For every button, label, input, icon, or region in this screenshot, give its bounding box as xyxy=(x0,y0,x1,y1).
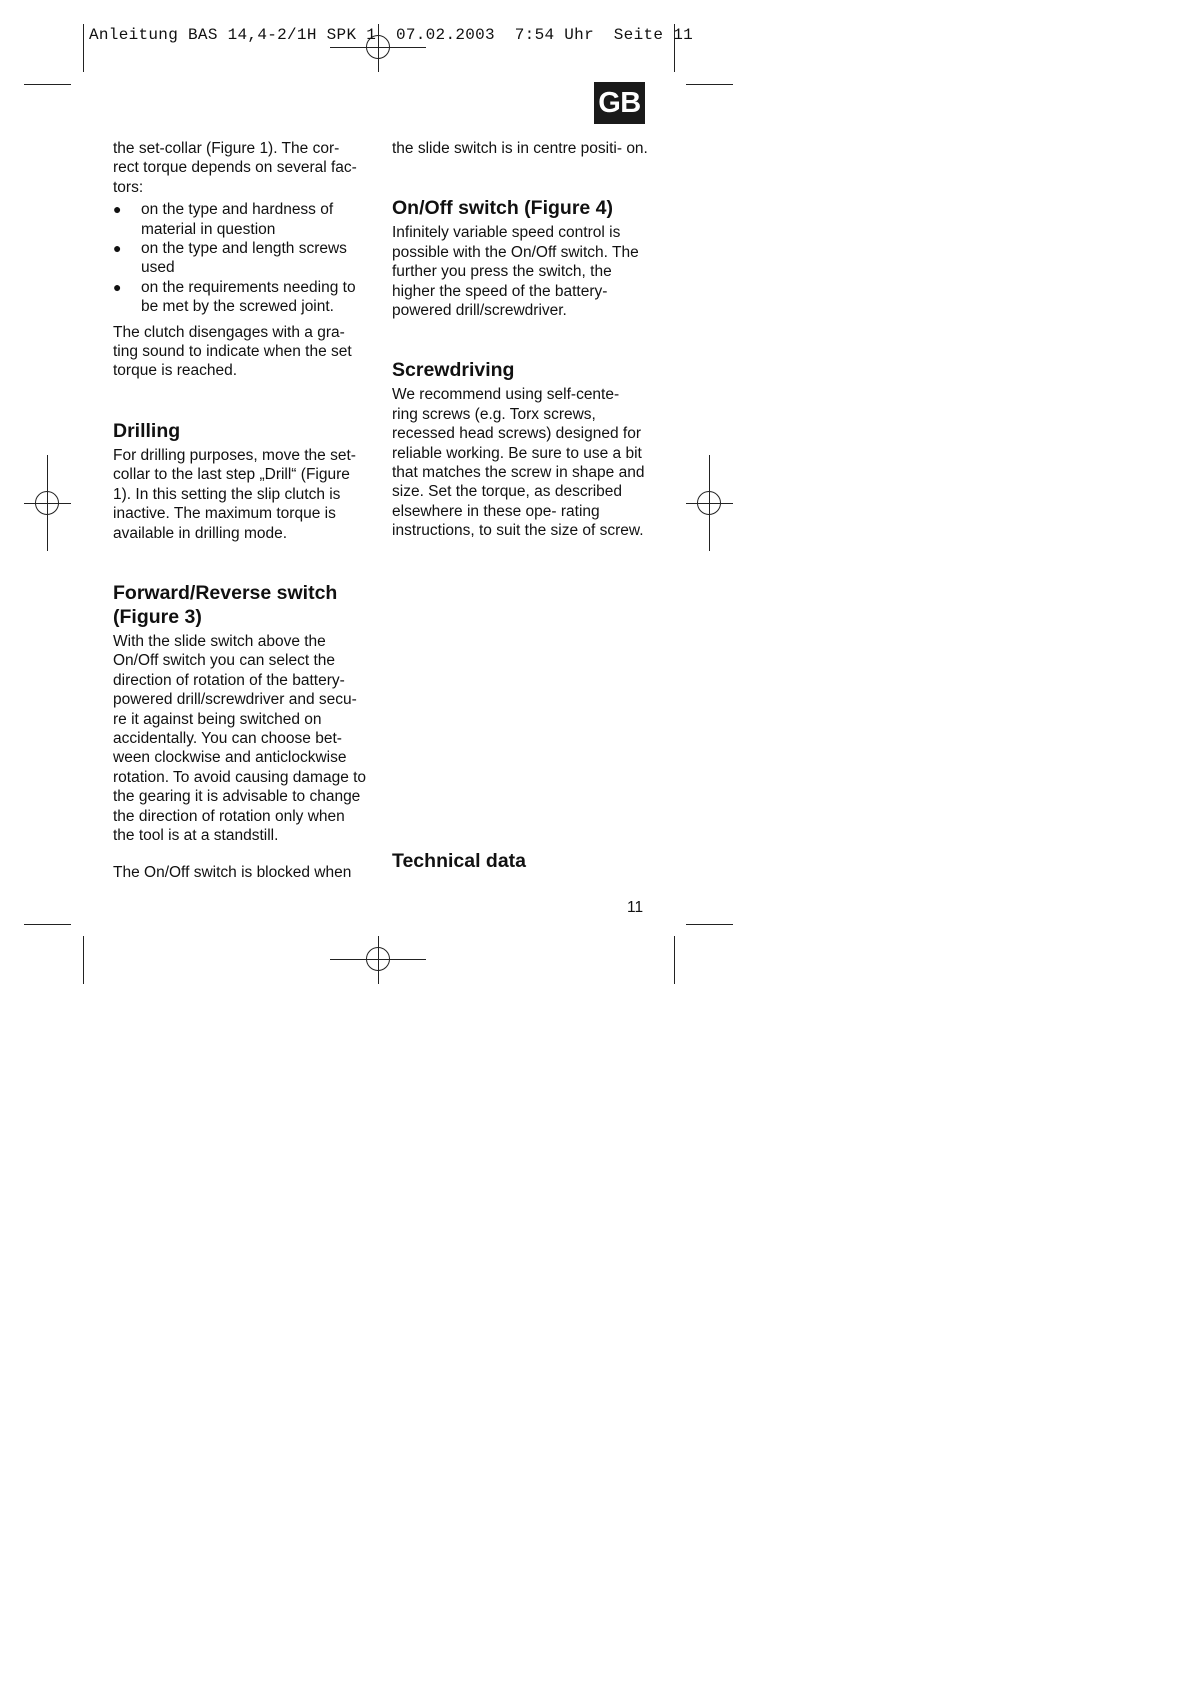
drilling-text: For drilling purposes, move the set- collar to the last step „Drill“ (Figure 1). In this setting the slip clutch is inactive. The maximum torque is available in drilling mode. xyxy=(113,446,356,542)
print-slug-line: Anleitung BAS 14,4-2/1H SPK 1 07.02.2003 7:54 Uhr Seite 11 xyxy=(89,26,693,44)
drilling-heading: Drilling xyxy=(113,419,181,442)
left-column xyxy=(113,139,369,883)
forward-reverse-text: With the slide switch above the On/Off switch you can select the direction of rotation of the battery- powered drill/screwdriver and secu- re it against being switched on accidentally. You can choose bet- ween clockwise and anticlockwise rotation. To avoid causing damage to the gearing it is advisable to change the direction of rotation only when the tool is at a standstill. xyxy=(113,632,367,844)
list-item: ● on the type and hardness of material in question xyxy=(113,200,369,239)
language-badge: GB xyxy=(594,82,645,124)
technical-data-heading: Technical data xyxy=(392,850,527,872)
right-column xyxy=(392,139,648,541)
factor-list xyxy=(113,200,369,316)
forward-reverse-heading: Forward/Reverse switch (Figure 3) xyxy=(113,581,338,628)
onoff-text: Infinitely variable speed control is possible with the On/Off switch. The further you press the switch, the higher the speed of the battery- powered drill/screwdriver. xyxy=(392,224,639,320)
page-number: 11 xyxy=(627,899,644,916)
onoff-heading: On/Off switch (Figure 4) xyxy=(392,197,614,220)
screwdriving-text: We recommend using self-cente- ring screws (e.g. Torx screws, recessed head screws) designed for reliable working. Be sure to use a bit that matches the screw in shape and size. Set the torque, as described elsewhere in these ope- rating instructions, to suit the size of screw. xyxy=(392,386,645,540)
clutch-text: The clutch disengages with a gra- ting sound to indicate when the set torque is reached. xyxy=(113,323,352,380)
blocked-text: The On/Off switch is blocked when xyxy=(113,864,352,882)
list-item: ● on the type and length screws used xyxy=(113,239,369,278)
intro-text: the set-collar (Figure 1). The cor- rect torque depends on several fac- tors: xyxy=(113,140,357,196)
continued-text: the slide switch is in centre positi- on. xyxy=(392,140,648,157)
screwdriving-heading: Screwdriving xyxy=(392,359,515,382)
list-item: ● on the requirements needing to be met by the screwed joint. xyxy=(113,278,369,317)
